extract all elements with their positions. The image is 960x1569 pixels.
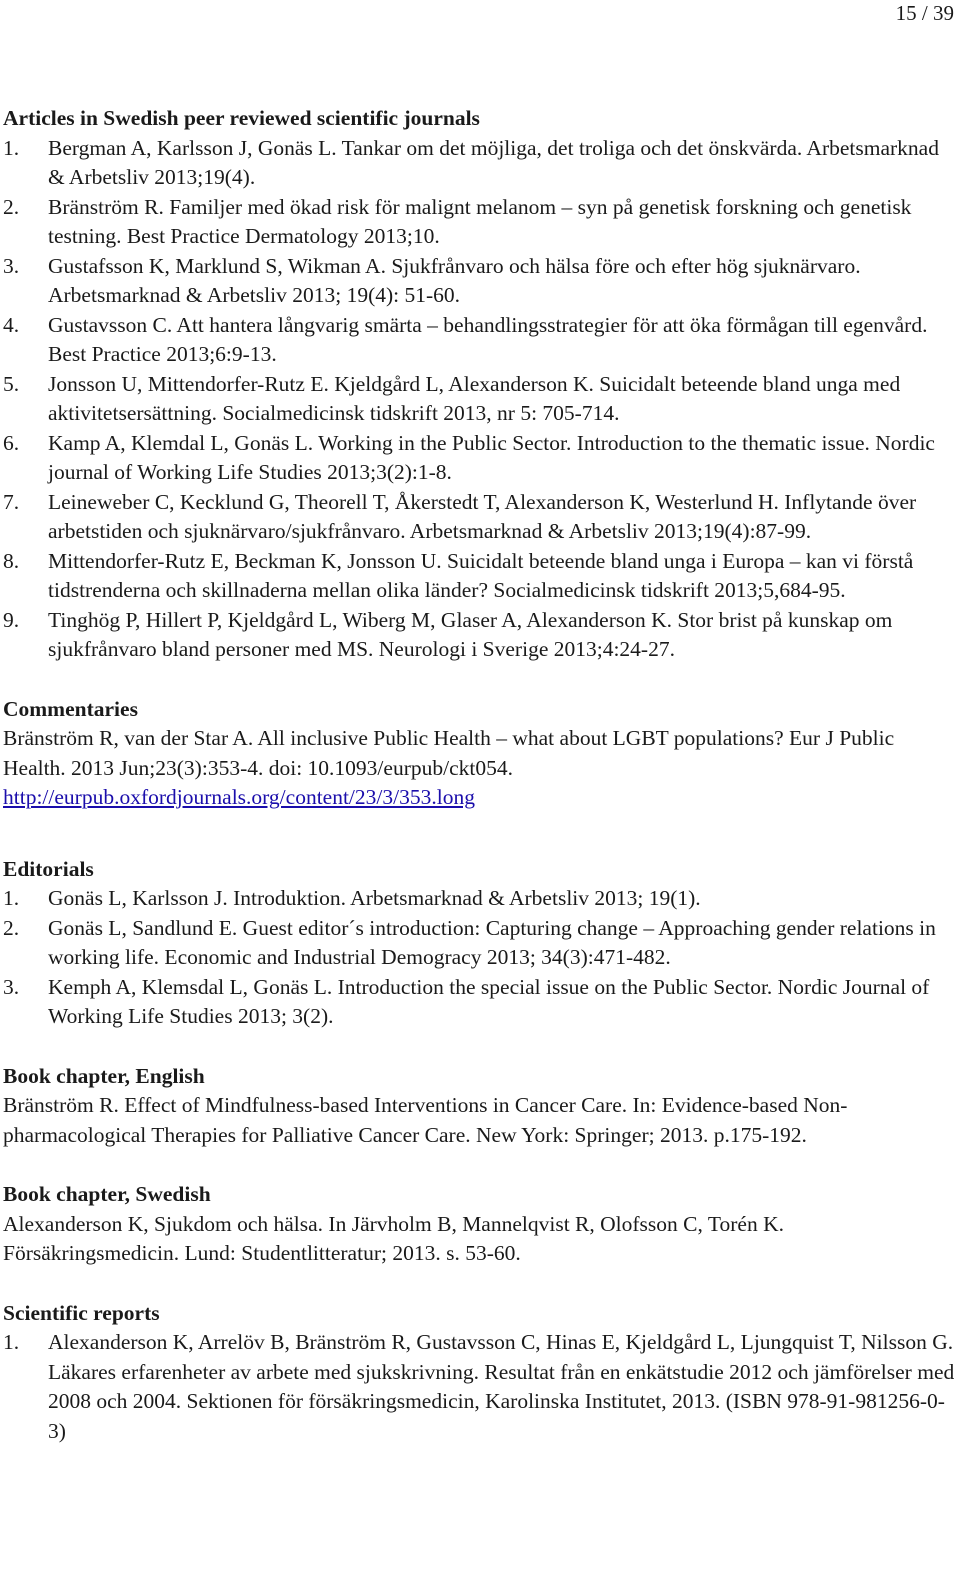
item-text: Tinghög P, Hillert P, Kjeldgård L, Wiberg M, Glaser A, Alexanderson K. Stor brist på kunskap om sjukfrånvaro bland personer med MS. Neurologi i Sverige 2013;4:24-27. (48, 607, 893, 661)
item-text: Kamp A, Klemdal L, Gonäs L. Working in the Public Sector. Introduction to the thematic issue. Nordic journal of Working Life Studies 2013;3(2):1-8. (48, 430, 935, 484)
book-chapter-english-section (3, 1062, 958, 1151)
editorials-section (3, 855, 958, 1032)
list-item (3, 606, 958, 665)
item-number: 6. (3, 430, 20, 455)
item-number: 2. (3, 915, 20, 940)
item-text: Leineweber C, Kecklund G, Theorell T, Åkerstedt T, Alexanderson K, Westerlund H. Inflytande över arbetstiden och sjuknärvaro/sjukfrånvaro. Arbetsmarknad & Arbetsliv 2013;19(4):87-99. (48, 489, 917, 543)
book-chapter-swedish-text: Alexanderson K, Sjukdom och hälsa. In Järvholm B, Mannelqvist R, Olofsson C, Torén K. Försäkringsmedicin. Lund: Studentlitteratur; 2013. s. 53-60. (3, 1211, 784, 1265)
articles-heading: Articles in Swedish peer reviewed scientific journals (3, 106, 480, 130)
item-text: Jonsson U, Mittendorfer-Rutz E. Kjeldgård L, Alexanderson K. Suicidalt beteende bland unga med aktivitetsersättning. Socialmedicinsk tidskrift 2013, nr 5: 705-714. (48, 371, 901, 425)
list-item (3, 193, 958, 252)
item-text: Bergman A, Karlsson J, Gonäs L. Tankar om det möjliga, det troliga och det önskvärda. Arbetsmarknad & Arbetsliv 2013;19(4). (48, 135, 939, 189)
list-item (3, 252, 958, 311)
articles-section (3, 104, 958, 665)
list-item (3, 1328, 958, 1446)
list-item (3, 547, 958, 606)
list-item (3, 884, 958, 914)
book-chapter-english-heading: Book chapter, English (3, 1063, 205, 1088)
scientific-reports-heading: Scientific reports (3, 1300, 160, 1325)
item-number: 1. (3, 135, 20, 160)
item-text: Alexanderson K, Arrelöv B, Bränström R, Gustavsson C, Hinas E, Kjeldgård L, Ljungquist T, Nilsson G. Läkares erfarenheter av arbete med sjukskrivning. Resultat från en enkätstudie 2012 och jämförelser med 2008 och 2004. Sektionen för försäkringsmedicin, Karolinska Institutet, 2013. (ISBN 978-91-981256-0-3) (48, 1330, 955, 1443)
list-item (3, 488, 958, 547)
item-text: Gustavsson C. Att hantera långvarig smärta – behandlingsstrategier för att öka förmågan till egenvård. Best Practice 2013;6:9-13. (48, 312, 928, 366)
commentaries-heading: Commentaries (3, 696, 138, 721)
item-number: 4. (3, 312, 20, 337)
list-item (3, 370, 958, 429)
item-number: 3. (3, 974, 20, 999)
scientific-reports-list (3, 1328, 958, 1446)
item-number: 1. (3, 1330, 20, 1354)
item-text: Gustafsson K, Marklund S, Wikman A. Sjukfrånvaro och hälsa före och efter hög sjuknärvaro. Arbetsmarknad & Arbetsliv 2013; 19(4): 51-60. (48, 253, 861, 307)
item-number: 2. (3, 194, 20, 219)
item-text: Gonäs L, Karlsson J. Introduktion. Arbetsmarknad & Arbetsliv 2013; 19(1). (48, 886, 701, 910)
commentaries-section (3, 695, 958, 813)
item-number: 5. (3, 371, 20, 396)
list-item (3, 311, 958, 370)
commentary-text: Bränström R, van der Star A. All inclusive Public Health – what about LGBT populations? Eur J Public Health. 2013 Jun;23(3):353-4. doi: 10.1093/eurpub/ckt054. (3, 726, 895, 780)
item-text: Bränström R. Familjer med ökad risk för malignt melanom – syn på genetisk forskning och genetisk testning. Best Practice Dermatology 2013;10. (48, 194, 912, 248)
articles-list (3, 134, 958, 665)
document-body (3, 104, 958, 1446)
list-item (3, 973, 958, 1032)
item-number: 3. (3, 253, 20, 278)
book-chapter-english-text: Bränström R. Effect of Mindfulness-based Interventions in Cancer Care. In: Evidence-based Non-pharmacological Therapies for Palliative Cancer Care. New York: Springer; 2013. p.175-192. (3, 1093, 848, 1147)
page-number: 15 / 39 (895, 1, 954, 25)
book-chapter-swedish-heading: Book chapter, Swedish (3, 1182, 211, 1206)
item-number: 1. (3, 886, 20, 910)
item-text: Kemph A, Klemsdal L, Gonäs L. Introduction the special issue on the Public Sector. Nordic Journal of Working Life Studies 2013; 3(2). (48, 974, 930, 1028)
list-item (3, 134, 958, 193)
list-item (3, 429, 958, 488)
editorials-heading: Editorials (3, 856, 94, 881)
list-item (3, 914, 958, 973)
item-text: Mittendorfer-Rutz E, Beckman K, Jonsson U. Suicidalt beteende bland unga i Europa – kan vi förstå tidstrenderna och skillnaderna mellan olika länder? Socialmedicinsk tidskrift 2013;5,684-95. (48, 548, 914, 602)
item-number: 7. (3, 489, 20, 514)
commentary-link[interactable]: http://eurpub.oxfordjournals.org/content/23/3/353.long (3, 785, 475, 809)
scientific-reports-section (3, 1299, 958, 1447)
editorials-list (3, 884, 958, 1032)
item-number: 9. (3, 607, 20, 632)
item-text: Gonäs L, Sandlund E. Guest editor´s introduction: Capturing change – Approaching gender relations in working life. Economic and Industrial Demogracy 2013; 34(3):471-482. (48, 915, 936, 969)
item-number: 8. (3, 548, 20, 573)
book-chapter-swedish-section (3, 1180, 958, 1269)
